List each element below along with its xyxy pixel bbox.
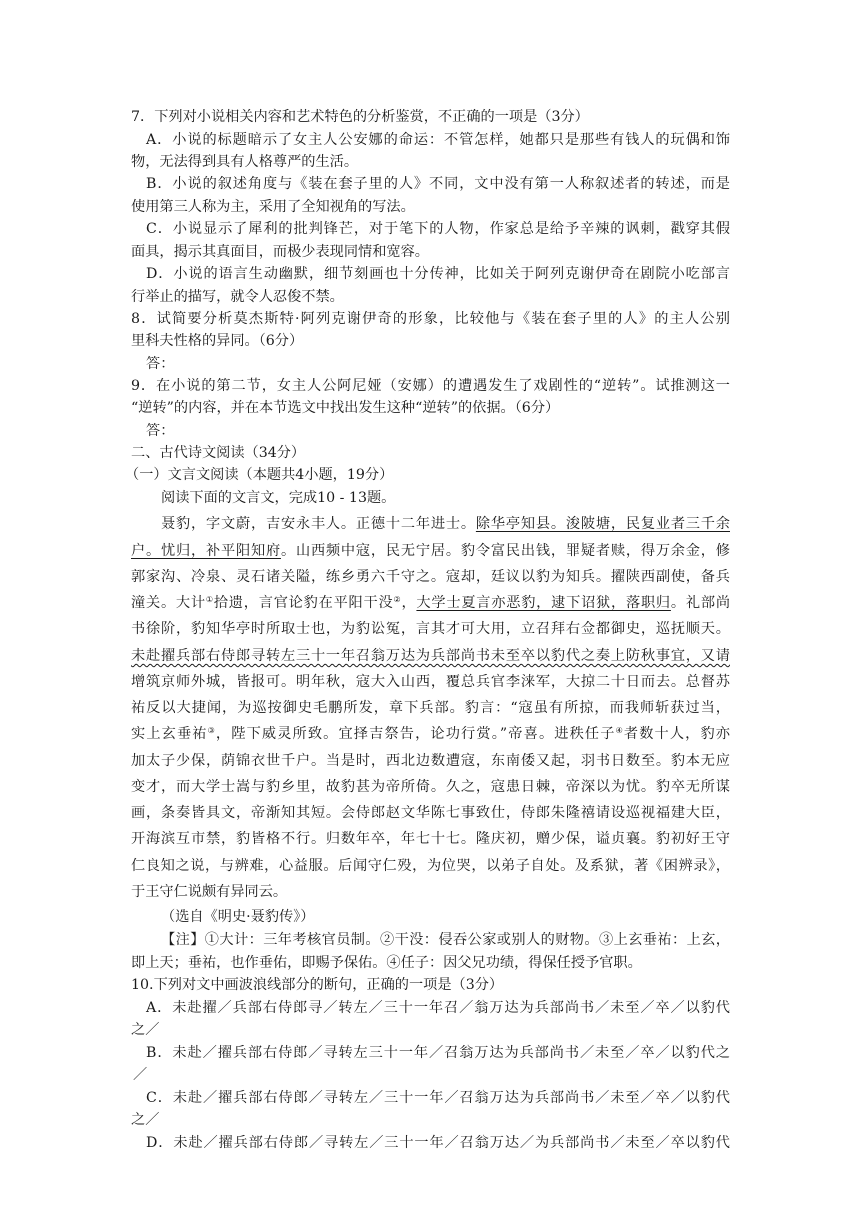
passage-line-13: 开海滨互市禁，豹皆格不行。归数年卒，年七十七。隆庆初，赠少保，谥贞襄。豹初好王守 bbox=[131, 831, 730, 847]
q7-stem: 7．下列对小说相关内容和艺术特色的分析鉴赏，不正确的一项是（3分） bbox=[131, 109, 589, 125]
q7-option-d-line2: 行举止的描写，就令人忍俊不禁。 bbox=[131, 289, 344, 305]
q7-option-d-line1: D．小说的语言生动幽默，细节刻画也十分传神，比如关于阿列克谢伊奇在剧院小吃部言 bbox=[146, 266, 730, 282]
footnote-marker-2: ② bbox=[393, 595, 402, 604]
q7-option-a-line2: 物，无法得到具有人格尊严的生活。 bbox=[131, 154, 359, 170]
q10-option-c-line1: C．未赴／擢兵部右侍郎／寻转左／三十一年／召翁万达为兵部尚书／未至／卒／以豹代 bbox=[146, 1090, 730, 1106]
passage-line-11: 变才，而大学士嵩与豹乡里，故豹甚为帝所倚。久之，寇患日棘，帝深以为忧。豹卒无所谋 bbox=[131, 779, 730, 795]
underlined-sentence-1: 除华亭知县。浚陂塘，民复业者三千余 bbox=[475, 516, 730, 532]
q9-stem-line1: 9．在小说的第二节，女主人公阿尼娅（安娜）的遭遇发生了戏剧性的“逆转”。试推测这一 bbox=[131, 378, 730, 394]
passage-line-15: 于王守仁说颇有异同云。 bbox=[131, 884, 288, 900]
passage-line-14: 仁良知之说，与辨难，心益服。后闻守仁殁，为位哭，以弟子自处。及系狱，著《困辨录》， bbox=[131, 858, 730, 874]
section-title: 二、古代诗文阅读（34分） bbox=[131, 445, 306, 461]
q9-stem-line2: “逆转”的内容，并在本节选文中找出发生这种“逆转”的依据。（6分） bbox=[131, 400, 560, 416]
footnote-marker-3: ③ bbox=[207, 726, 216, 735]
subsection-title: （一）文言文阅读（本题共4小题，19分） bbox=[125, 467, 394, 483]
footnote-marker-1: ① bbox=[205, 595, 214, 604]
q10-option-a-line1: A．未赴擢／兵部右侍郎寻／转左／三十一年召／翁万达为兵部尚书／未至／卒／以豹代 bbox=[146, 1000, 730, 1016]
underlined-sentence-2: 大学士夏言亦恶豹，逮下诏狱，落职归 bbox=[416, 595, 671, 611]
passage-line-3: 郭家沟、冷泉、灵石诸关隘，练乡勇六千守之。寇却，廷议以豹为知兵。擢陕西副使，备兵 bbox=[131, 569, 730, 585]
footnote-marker-4: ④ bbox=[615, 726, 624, 735]
passage-line-4: 潼关。大计①拾遗，言官论豹在平阳干没②，大学士夏言亦恶豹，逮下诏狱，落职归。礼部尚 bbox=[131, 595, 731, 611]
q10-option-a-line2: 之／ bbox=[131, 1022, 160, 1038]
q10-option-d-line1: D．未赴／擢兵部右侍郎／寻转左／三十一年／召翁万达／为兵部尚书／未至／卒以豹代 bbox=[146, 1135, 730, 1151]
q8-stem-line2: 里科夫性格的异同。（6分） bbox=[131, 333, 304, 349]
passage-line-2: 户。忧归，补平阳知府。山西频中寇，民无宁居。豹令富民出钱，罪疑者赎，得万余金，修 bbox=[131, 543, 730, 559]
q7-option-c-line1: C．小说显示了犀利的批判锋芒，对于笔下的人物，作家总是给予辛辣的讽刺，戳穿其假 bbox=[146, 221, 730, 237]
underlined-sentence-1-cont: 户。忧归，补平阳知府 bbox=[131, 543, 281, 559]
q10-option-b-line2: ／ bbox=[133, 1067, 148, 1083]
q7-option-b-line2: 使用第三人称为主，采用了全知视角的写法。 bbox=[131, 199, 415, 215]
q10-option-c-line2: 之／ bbox=[131, 1112, 160, 1128]
q7-option-b-line1: B．小说的叙述角度与《装在套子里的人》不同，文中没有第一人称叙述者的转述，而是 bbox=[146, 176, 730, 192]
notes-line2: 即上天；垂祐，也作垂佑，即赐予保佑。④任子：因父兄功绩，得保任授予官职。 bbox=[131, 955, 642, 971]
q8-stem-line1: 8．试简要分析莫杰斯特·阿列克谢伊奇的形象，比较他与《装在套子里的人》的主人公别 bbox=[131, 311, 730, 327]
passage-line-8: 祐反以大捷闻，为巡按御史毛鹏所发，章下兵部。豹言：“寇虽有所掠，而我师斩获过当， bbox=[131, 700, 730, 716]
q9-answer-label: 答： bbox=[146, 423, 175, 439]
reading-instruction: 阅读下面的文言文，完成10 - 13题。 bbox=[161, 490, 396, 506]
passage-line-5: 书徐阶，豹知华亭时所取士也，为豹讼冤，言其才可大用，立召拜右佥都御史，巡抚顺天。 bbox=[131, 621, 730, 637]
passage-line-10: 加太子少保，荫锦衣世千户。当是时，西北边数遭寇，东南倭又起，羽书日数至。豹本无应 bbox=[131, 753, 730, 769]
notes-line1: 【注】①大计：三年考核官员制。②干没：侵吞公家或别人的财物。③上玄垂祐：上玄， bbox=[161, 932, 730, 948]
passage-line-6 bbox=[131, 646, 730, 666]
passage-source: （选自《明史·聂豹传》） bbox=[161, 909, 315, 925]
q7-option-a-line1: A．小说的标题暗示了女主人公安娜的命运：不管怎样，她都只是那些有钱人的玩偶和饰 bbox=[146, 132, 730, 148]
q8-answer-label: 答： bbox=[146, 356, 175, 372]
passage-line-7: 增筑京师外城，皆报可。明年秋，寇大入山西，覆总兵官李涞军，大掠二十日而去。总督苏 bbox=[131, 674, 730, 690]
q10-option-b-line1: B．未赴／擢兵部右侍郎／寻转左三十一年／召翁万达为兵部尚书／未至／卒／以豹代之 bbox=[146, 1045, 730, 1061]
wavy-underlined-text: 未赴擢兵部右侍郎寻转左三十一年召翁万达为兵部尚书未至卒以豹代之奏上防秋事宜，又请 bbox=[131, 648, 730, 664]
q10-stem: 10.下列对文中画波浪线部分的断句，正确的一项是（3分） bbox=[131, 977, 504, 993]
passage-line-9: 实上玄垂祐③，陛下威灵所致。宜择吉祭告，论功行赏。”帝喜。进秩任子④者数十人，豹亦 bbox=[131, 726, 730, 742]
passage-line-1: 聂豹，字文蔚，吉安永丰人。正德十二年进士。除华亭知县。浚陂塘，民复业者三千余 bbox=[161, 516, 730, 532]
passage-line-12: 画，条奏皆具文，帝渐知其短。会侍郎赵文华陈七事致仕，侍郎朱隆禧请设巡视福建大臣， bbox=[131, 805, 730, 821]
q7-option-c-line2: 面具，揭示其真面目，而极少表现同情和宽容。 bbox=[131, 244, 429, 260]
